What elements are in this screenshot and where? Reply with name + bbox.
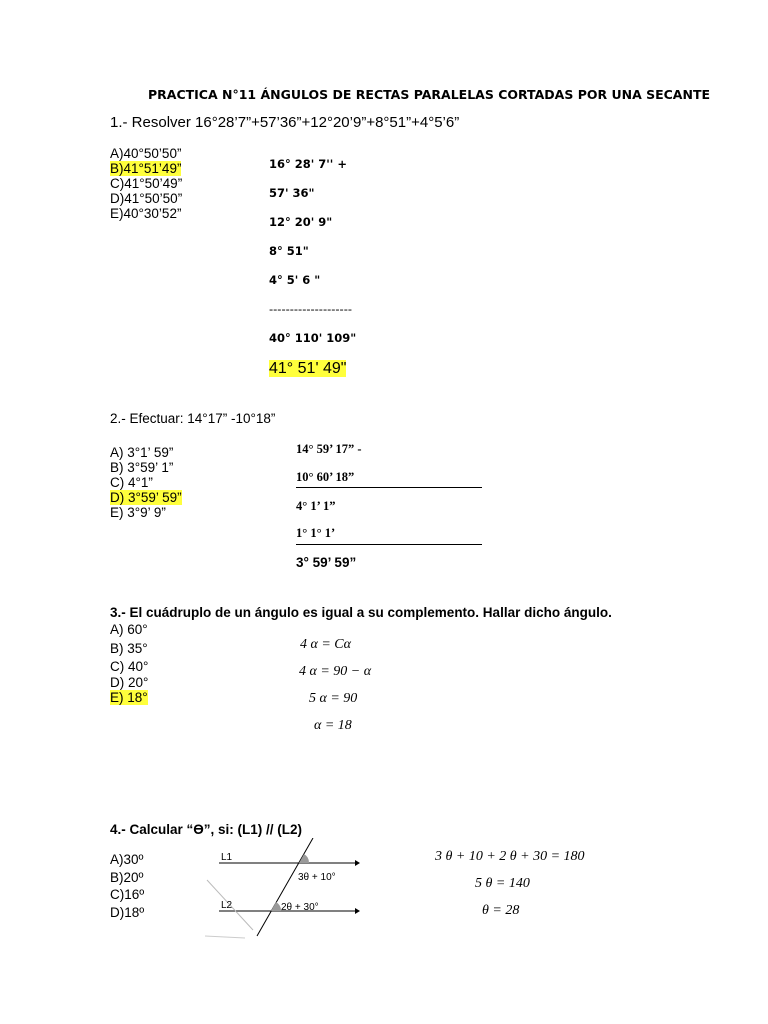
- equation: 4 α = 90 − α: [299, 664, 372, 679]
- faint-line: [205, 936, 245, 938]
- equation: θ = 28: [482, 903, 520, 918]
- option-e: E)40°30’52”: [110, 206, 182, 221]
- work-line: 1° 1° 1’: [296, 526, 336, 540]
- work-line: 16° 28' 7'' +: [269, 157, 347, 171]
- parallel-lines-figure: [205, 838, 360, 940]
- label-l2: L2: [221, 900, 233, 911]
- question-2-options: [110, 445, 182, 520]
- option-c: C)41°50’49”: [110, 176, 183, 191]
- option-a: A) 60°: [110, 622, 148, 637]
- option-b: B)20º: [110, 869, 144, 885]
- option-c: C) 4°1”: [110, 475, 153, 490]
- label-l1: L1: [221, 852, 233, 863]
- arrow-l2: [355, 908, 360, 914]
- question-1-answer: 41° 51' 49": [269, 360, 347, 377]
- divider: [296, 544, 482, 545]
- transversal-line: [257, 838, 313, 936]
- option-e: E) 3°9’ 9”: [110, 505, 166, 520]
- option-d: D)41°50’50”: [110, 191, 183, 206]
- equation: 4 α = Cα: [300, 637, 351, 652]
- work-line: 12° 20' 9": [269, 215, 333, 229]
- separator-line: --------------------: [269, 302, 352, 316]
- work-sum: 40° 110' 109": [269, 331, 357, 345]
- option-c: C)16º: [110, 887, 145, 902]
- question-4-prompt: 4.- Calcular “Ɵ”, si: (L1) // (L2): [110, 822, 303, 837]
- work-line: 14° 59’ 17” -: [296, 442, 362, 456]
- option-c: C) 40°: [110, 659, 149, 674]
- page-title: PRACTICA N°11 ÁNGULOS DE RECTAS PARALELAS CORTADAS POR UNA SECANTE: [148, 87, 711, 102]
- option-d: D)18º: [110, 904, 145, 920]
- label-angle-bottom: 2θ + 30°: [281, 902, 319, 913]
- option-d-correct: D) 3°59’ 59”: [110, 490, 182, 505]
- option-e-correct: E) 18°: [110, 690, 148, 705]
- equation: 5 θ = 140: [475, 876, 530, 891]
- equation: α = 18: [314, 718, 352, 733]
- equation: 3 θ + 10 + 2 θ + 30 = 180: [435, 849, 585, 864]
- option-b: B) 35°: [110, 640, 148, 656]
- question-2-answer: 3° 59’ 59”: [296, 555, 357, 570]
- option-a: A) 3°1’ 59”: [110, 445, 174, 460]
- angle-mark-bottom: [271, 902, 281, 911]
- option-d: D) 20°: [110, 674, 149, 690]
- question-3-prompt: 3.- El cuádruplo de un ángulo es igual a su complemento. Hallar dicho ángulo.: [110, 605, 612, 620]
- option-b-correct: B)41°51’49”: [110, 161, 182, 176]
- question-2-prompt: 2.- Efectuar: 14°17” -10°18”: [110, 411, 276, 426]
- question-1-prompt: 1.- Resolver 16°28’7”+57’36”+12°20’9”+8°51”+4°5’6”: [110, 114, 460, 131]
- question-3-options: [110, 622, 148, 706]
- label-angle-top: 3θ + 10°: [298, 872, 336, 883]
- question-4-options: [110, 851, 144, 921]
- work-line: 57' 36": [269, 186, 315, 200]
- equation: 5 α = 90: [309, 691, 358, 706]
- work-line: 8° 51": [269, 244, 309, 258]
- arrow-l1: [355, 860, 360, 866]
- work-line: 10° 60’ 18”: [296, 470, 355, 484]
- option-a: A)30º: [110, 852, 144, 867]
- question-1-options: [110, 146, 182, 221]
- option-b: B) 3°59’ 1”: [110, 460, 174, 475]
- work-line: 4° 5' 6 ": [269, 273, 321, 287]
- work-line: 4° 1’ 1”: [296, 499, 336, 513]
- option-a: A)40°50’50”: [110, 146, 182, 161]
- angle-mark-top: [299, 854, 309, 863]
- divider: [296, 487, 482, 488]
